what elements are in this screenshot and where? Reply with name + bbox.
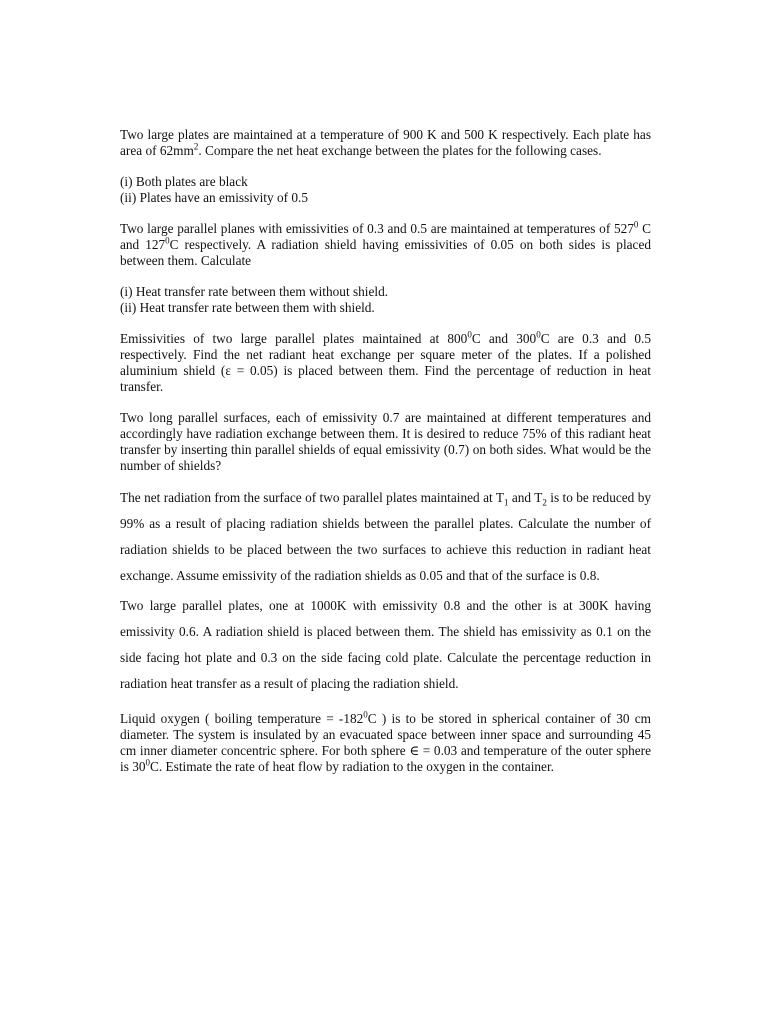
list-item: (i) Heat transfer rate between them without shield. bbox=[120, 284, 389, 299]
list-item: (ii) Plates have an emissivity of 0.5 bbox=[120, 190, 308, 205]
superscript: 0 bbox=[467, 329, 472, 340]
superscript: 0 bbox=[165, 235, 170, 246]
list-item: (i) Both plates are black bbox=[120, 174, 248, 189]
superscript: 0 bbox=[633, 219, 639, 230]
problem-6-text: Two large parallel plates, one at 1000K with emissivity 0.8 and the other is at 300K having emissivity 0.6. A radiation shield is placed between them. The shield has emissivity as 0.1 on the side facing hot plate and 0.3 on the side facing cold plate. Calculate the percentage reduction in radiation heat transfer as a result of placing the radiation shield. bbox=[120, 598, 651, 691]
text-span: is to be reduced by 99% as a result of placing radiation shields between the parallel plates. Calculate the number of radiation shields to be placed between the two surfaces to achieve this reduction in radiant heat exchange. Assume emissivity of the radiation shields as 0.05 and that of the surface is 0.8. bbox=[120, 490, 651, 583]
text-span: . Compare the net heat exchange between the plates for the following cases. bbox=[198, 143, 602, 158]
problem-2-parts bbox=[120, 284, 651, 316]
superscript: 0 bbox=[536, 329, 541, 340]
text-span: Two large parallel planes with emissivities of 0.3 and 0.5 are maintained at temperatures of 527 bbox=[120, 221, 634, 236]
subscript: 2 bbox=[542, 497, 547, 508]
superscript: 0 bbox=[363, 709, 368, 720]
problem-2-text bbox=[120, 221, 651, 269]
text-span: Emissivities of two large parallel plates maintained at 800 bbox=[120, 331, 468, 346]
document-page bbox=[120, 127, 651, 790]
problem-7-text bbox=[120, 711, 651, 775]
superscript: 2 bbox=[193, 141, 199, 152]
list-item: (ii) Heat transfer rate between them with shield. bbox=[120, 300, 375, 315]
text-span: C and 300 bbox=[471, 331, 537, 346]
text-span: C respectively. A radiation shield having emissivities of 0.05 on both sides is placed between them. Calculate bbox=[120, 237, 651, 268]
text-span: The net radiation from the surface of two parallel plates maintained at T bbox=[120, 490, 504, 505]
text-span: and T bbox=[508, 490, 543, 505]
text-span: C are 0.3 and 0.5 respectively. Find the net radiant heat exchange per square meter of the plates. If a polished aluminium shield (ε = 0.05) is placed between them. Find the percentage of reduction in heat transfer. bbox=[120, 331, 651, 394]
problem-3-text bbox=[120, 331, 651, 395]
text-span: Two large plates are maintained at a temperature of 900 K and 500 K respectively. Each plate has area of 62mm bbox=[120, 127, 651, 158]
text-span: C and 127 bbox=[120, 221, 651, 252]
text-span: C. Estimate the rate of heat flow by radiation to the oxygen in the container. bbox=[150, 759, 554, 774]
problem-1-text bbox=[120, 127, 651, 159]
problem-1-cases bbox=[120, 174, 651, 206]
problem-5-text bbox=[120, 485, 651, 589]
subscript: 1 bbox=[503, 497, 509, 508]
problem-4-text: Two long parallel surfaces, each of emissivity 0.7 are maintained at different temperatures and accordingly have radiation exchange between them. It is desired to reduce 75% of this radiant heat transfer by inserting thin parallel shields of equal emissivity (0.7) on both sides. What would be the number of shields? bbox=[120, 410, 651, 473]
text-span: C ) is to be stored in spherical container of 30 cm diameter. The system is insulated by an evacuated space between inner space and surrounding 45 cm inner diameter concentric sphere. For both sphere ∈ = 0.03 and temperature of the outer sphere is 30 bbox=[120, 711, 652, 774]
superscript: 0 bbox=[145, 757, 150, 768]
text-span: Liquid oxygen ( boiling temperature = -182 bbox=[120, 711, 364, 726]
